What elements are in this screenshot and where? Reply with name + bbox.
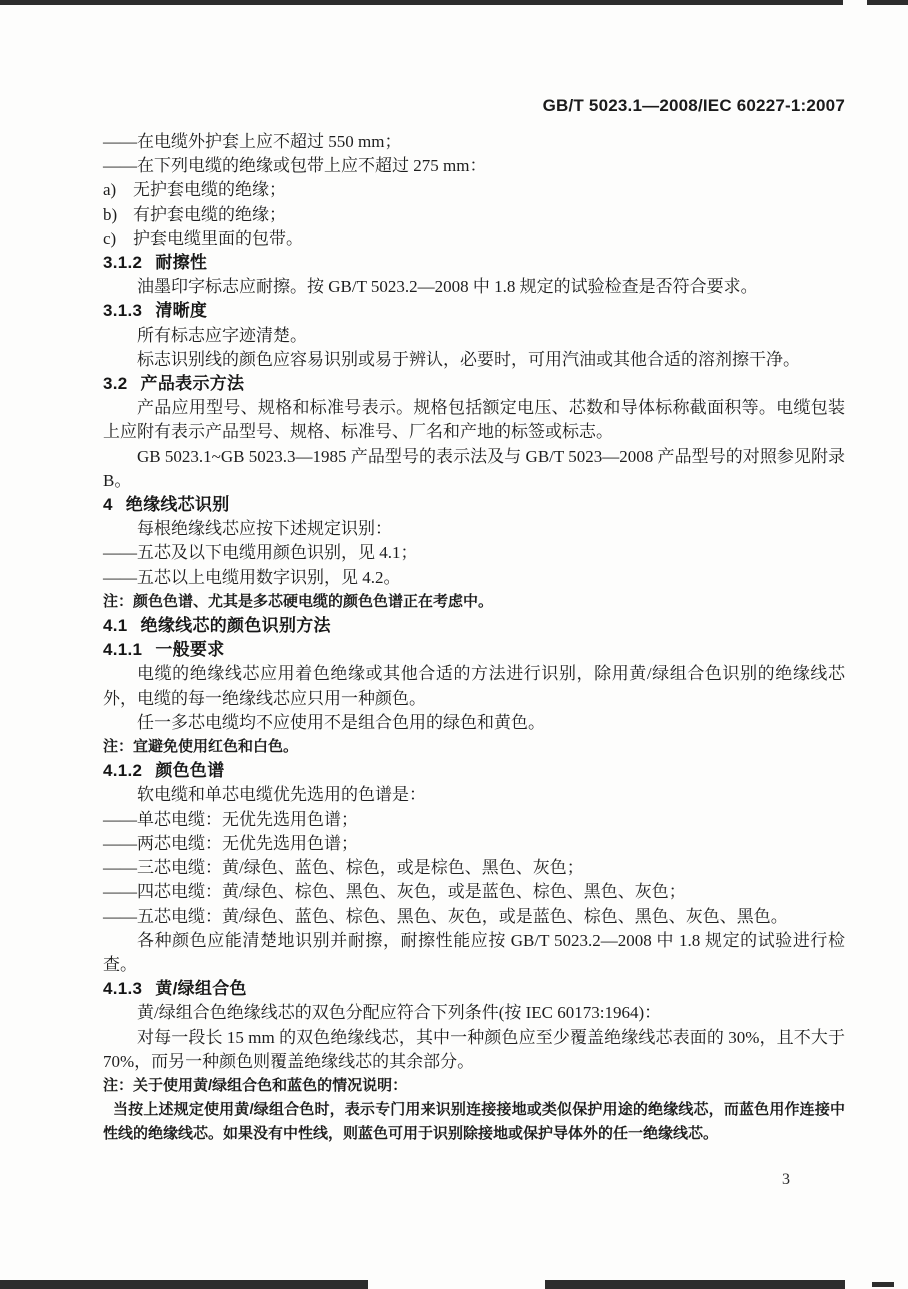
note-avoid-red-white: 注：宜避免使用红色和白色。 xyxy=(103,738,299,756)
section-title: 产品表示方法 xyxy=(140,374,245,394)
list-item-a xyxy=(103,178,845,202)
paragraph-general-2: 任一多芯电缆均不应使用不是组合色用的绿色和黄色。 xyxy=(137,712,545,732)
scan-artifact-bar-bottom-left xyxy=(0,1280,368,1289)
list-item-a-label: a) xyxy=(103,180,117,200)
dash-item-outer-sheath: ——在电缆外护套上应不超过 550 mm； xyxy=(103,132,402,151)
dash-item-five-core: ——五芯电缆：黄/绿色、蓝色、棕色、黑色、灰色，或是蓝色、棕色、黑色、灰色、黑色。 xyxy=(103,906,788,926)
paragraph-product-designation-1: 产品应用型号、规格和标准号表示。规格包括额定电压、芯数和导体标称截面积等。电缆包装上应附有表示产品型号、规格、标准号、厂名和产地的标签或标志。 xyxy=(103,398,845,442)
section-title: 颜色色谱 xyxy=(155,761,225,781)
section-number: 3.1.2 xyxy=(103,253,143,273)
paragraph-core-identification: 每根绝缘线芯应按下述规定识别： xyxy=(137,519,392,539)
section-heading-4-1-3 xyxy=(103,977,845,1001)
dash-item-number-identification: ——五芯以上电缆用数字识别，见 4.2。 xyxy=(103,567,401,587)
section-heading-4 xyxy=(103,493,845,517)
section-heading-4-1 xyxy=(103,614,845,638)
section-title: 绝缘线芯的颜色识别方法 xyxy=(140,616,331,636)
paragraph-color-check: 各种颜色应能清楚地识别并耐擦，耐擦性能应按 GB/T 5023.2—2008 中 1.8 规定的试验进行检查。 xyxy=(103,930,845,974)
section-heading-3-2 xyxy=(103,372,845,396)
list-item-c xyxy=(103,227,845,251)
note-yellow-green-blue-detail: 当按上述规定使用黄/绿组合色时，表示专门用来识别连接接地或类似保护用途的绝缘线芯，而蓝色用作连接中性线的绝缘线芯。如果没有中性线，则蓝色可用于识别除接地或保护导体外的任一绝缘线芯。 xyxy=(103,1101,845,1143)
list-item-c-text: 护套电缆里面的包带。 xyxy=(133,228,303,248)
section-number: 4.1.2 xyxy=(103,761,143,781)
scan-artifact-bar-top-left xyxy=(0,0,843,5)
section-title: 耐擦性 xyxy=(155,253,208,273)
dash-item-two-core: ——两芯电缆：无优先选用色谱； xyxy=(103,833,358,853)
paragraph-product-designation-2: GB 5023.1~GB 5023.3—1985 产品型号的表示法及与 GB/T 5023—2008 产品型号的对照参见附录 B。 xyxy=(103,446,845,490)
section-title: 一般要求 xyxy=(155,640,225,660)
section-number: 4 xyxy=(103,495,113,515)
list-item-b-label: b) xyxy=(103,204,118,224)
section-number: 4.1.1 xyxy=(103,640,143,660)
list-item-b xyxy=(103,203,845,227)
page-content xyxy=(103,130,845,1147)
dash-item-four-core: ——四芯电缆：黄/绿色、棕色、黑色、灰色，或是蓝色、棕色、黑色、灰色； xyxy=(103,882,686,902)
section-title: 清晰度 xyxy=(155,301,208,321)
scan-artifact-bar-bottom-right xyxy=(545,1280,845,1289)
dash-item-three-core: ——三芯电缆：黄/绿色、蓝色、棕色，或是棕色、黑色、灰色； xyxy=(103,858,584,878)
list-item-a-text: 无护套电缆的绝缘； xyxy=(133,180,286,200)
note-yellow-green-blue: 注：关于使用黄/绿组合色和蓝色的情况说明： xyxy=(103,1076,408,1094)
section-heading-3-1-3 xyxy=(103,299,845,323)
paragraph-legibility-2: 标志识别线的颜色应容易识别或易于辨认，必要时，可用汽油或其他合适的溶剂擦干净。 xyxy=(137,349,800,369)
scan-artifact-bar-top-right xyxy=(867,0,908,5)
note-color-spectrum: 注：颜色色谱、尤其是多芯硬电缆的颜色色谱正在考虑中。 xyxy=(103,592,494,610)
section-title: 绝缘线芯识别 xyxy=(125,495,230,515)
section-title: 黄/绿组合色 xyxy=(155,979,247,999)
paragraph-spectrum-intro: 软电缆和单芯电缆优先选用的色谱是： xyxy=(137,785,426,805)
dash-item-single-core: ——单芯电缆：无优先选用色谱； xyxy=(103,809,358,829)
section-number: 3.2 xyxy=(103,374,128,394)
running-header-standard-code: GB/T 5023.1—2008/IEC 60227-1:2007 xyxy=(542,96,845,115)
section-number: 4.1.3 xyxy=(103,979,143,999)
dash-item-insulation-tape: ——在下列电缆的绝缘或包带上应不超过 275 mm： xyxy=(103,156,487,176)
section-number: 4.1 xyxy=(103,616,128,636)
dash-item-color-identification: ——五芯及以下电缆用颜色识别，见 4.1； xyxy=(103,543,418,563)
section-heading-4-1-1 xyxy=(103,638,845,662)
section-heading-3-1-2 xyxy=(103,251,845,275)
paragraph-abrasion: 油墨印字标志应耐擦。按 GB/T 5023.2—2008 中 1.8 规定的试验检查是否符合要求。 xyxy=(137,277,758,297)
list-item-b-text: 有护套电缆的绝缘； xyxy=(133,204,286,224)
paragraph-general-1: 电缆的绝缘线芯应用着色绝缘或其他合适的方法进行识别，除用黄/绿组合色识别的绝缘线芯外，电缆的每一绝缘线芯应只用一种颜色。 xyxy=(103,664,845,708)
list-item-c-label: c) xyxy=(103,228,117,248)
scan-artifact-bar-bottom-edge xyxy=(872,1282,894,1287)
section-heading-4-1-2 xyxy=(103,759,845,783)
section-number: 3.1.3 xyxy=(103,301,143,321)
paragraph-yellow-green-2: 对每一段长 15 mm 的双色绝缘线芯，其中一种颜色应至少覆盖绝缘线芯表面的 30%，且不大于 70%，而另一种颜色则覆盖绝缘线芯的其余部分。 xyxy=(103,1027,845,1071)
page-number: 3 xyxy=(782,1171,790,1188)
paragraph-yellow-green-1: 黄/绿组合色绝缘线芯的双色分配应符合下列条件(按 IEC 60173:1964)： xyxy=(137,1003,662,1023)
paragraph-legibility-1: 所有标志应字迹清楚。 xyxy=(137,325,307,345)
